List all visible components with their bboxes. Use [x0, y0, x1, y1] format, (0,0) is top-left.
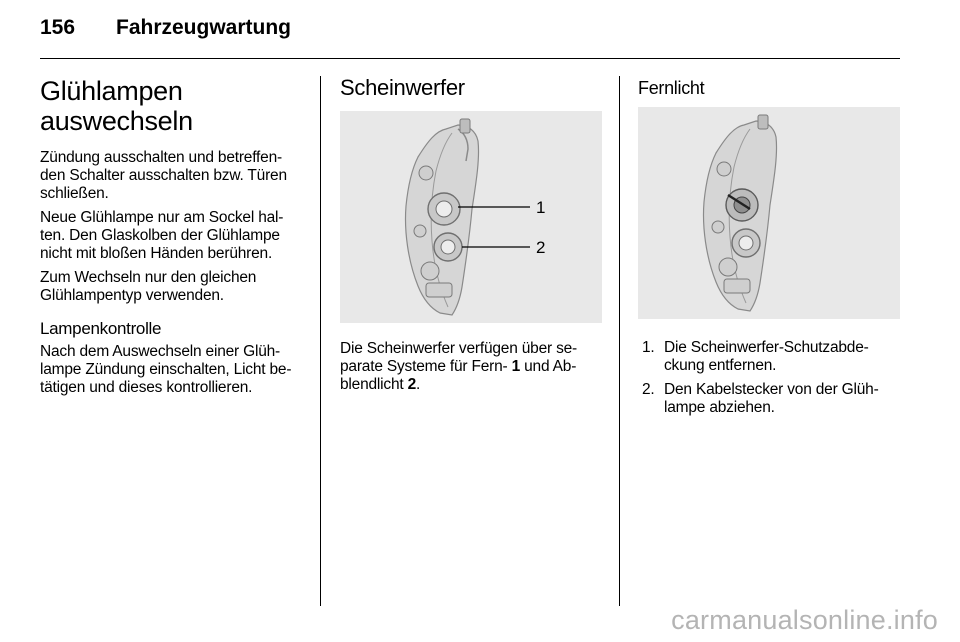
headlamp-rear-illustration: [340, 111, 602, 323]
subheading-lamp-check: Lampenkontrolle: [40, 319, 162, 338]
step-number: 2.: [642, 381, 655, 398]
paragraph-ignition-off: Zündung ausschalten und betreffen-den Schalter ausschalten bzw. Türen schließen.: [40, 149, 287, 202]
figure-label-2: 2: [536, 238, 546, 257]
headlamp-caption: [340, 340, 602, 394]
chapter-title: Fahrzeugwartung: [116, 16, 292, 39]
caption-text-3: .: [416, 376, 421, 393]
top-clip: [460, 119, 470, 133]
section-heading-bulb-replacement: [40, 76, 304, 136]
step-text: Den Kabelstecker von der Glüh-lampe abziehen.: [664, 381, 879, 416]
paragraph-lamp-check: Nach dem Auswechseln einer Glüh-lampe Zündung einschalten, Licht be-tätigen und dieses kontrollieren.: [40, 343, 292, 396]
caption-ref-2: 2: [407, 376, 417, 393]
high-beam-figure: [638, 107, 900, 319]
section-heading-high-beam: Fernlicht: [638, 78, 705, 98]
page-number: 156: [40, 16, 76, 39]
paragraph-hold-bulb: Neue Glühlampe nur am Sockel hal-ten. Den Glaskolben der Glühlampe nicht mit bloßen Händen berühren.: [40, 209, 284, 262]
caption-text-2: und Ab-blendlicht: [340, 358, 577, 393]
step-item: [638, 381, 900, 417]
header-rule: [40, 58, 900, 59]
high-beam-steps: [638, 339, 900, 417]
column-bulb-replacement: [40, 76, 304, 403]
figure-label-1: 1: [536, 198, 546, 217]
watermark: carmanualsonline.info: [671, 605, 938, 635]
caption-ref-1: 1: [511, 358, 521, 375]
step-number: 1.: [642, 339, 655, 356]
column-high-beam: [638, 76, 900, 423]
step-item: [638, 339, 900, 375]
high-beam-illustration: [638, 107, 900, 319]
paragraph-same-type: Zum Wechseln nur den gleichen Glühlampentyp verwenden.: [40, 269, 257, 304]
heading-line-1: Glühlampen: [40, 76, 183, 106]
page-header: [40, 16, 291, 44]
headlamp-figure: [340, 111, 602, 323]
column-headlamps: [340, 76, 602, 400]
section-heading-headlamps: Scheinwerfer: [340, 75, 465, 100]
caption-text-1: Die Scheinwerfer verfügen über se-parate Systeme für Fern-: [340, 340, 578, 375]
column-divider-1: [320, 76, 321, 606]
column-divider-2: [619, 76, 620, 606]
heading-line-2: auswechseln: [40, 106, 193, 136]
step-text: Die Scheinwerfer-Schutzabde-ckung entfernen.: [664, 339, 869, 374]
